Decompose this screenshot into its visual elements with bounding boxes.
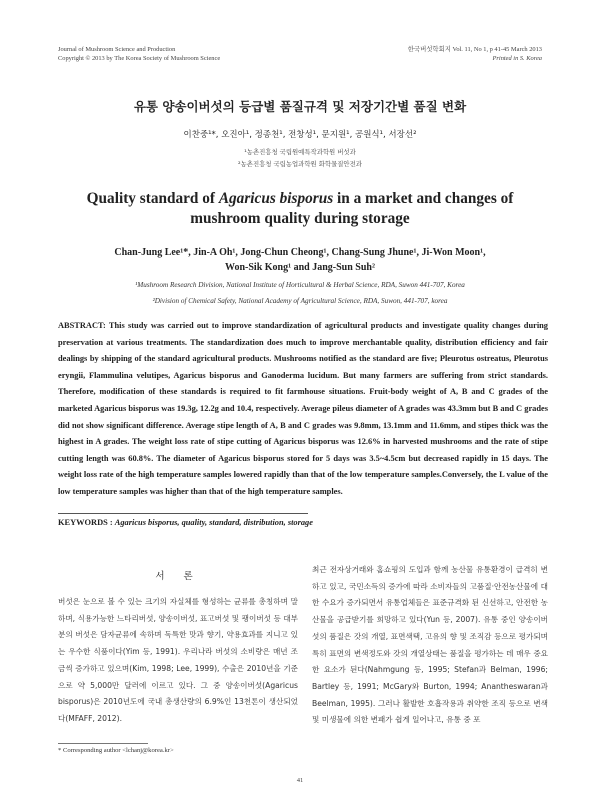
english-authors-line-2: Won-Sik Kong¹ and Jang-Sun Suh² [225, 262, 375, 273]
abstract [58, 318, 548, 501]
section-title-introduction: 서 론 [155, 571, 201, 582]
korean-affiliation-1: ¹농촌진흥청 국립원예특작과학원 버섯과 [244, 148, 356, 156]
footnote-divider [58, 743, 148, 744]
english-affiliation-1: ¹Mushroom Research Division, National Institute of Horticultural & Herbal Science, RDA, Suwon 441-707, Korea [135, 281, 465, 289]
keywords [58, 518, 548, 527]
journal-header-left [58, 45, 220, 63]
page-number: 41 [296, 777, 304, 784]
footnote-corresponding-author: * Corresponding author <lchanj@korea.kr> [58, 747, 174, 754]
korean-affiliation-2: ²농촌진흥청 국립농업과학원 화학물질안전과 [238, 160, 362, 168]
korean-authors: 이찬중¹*, 오진아¹, 정종천¹, 전창성¹, 문지원¹, 공원식¹, 서장선² [183, 130, 417, 140]
printed-location: Printed in S. Korea [492, 55, 542, 62]
english-title-post: in a market and changes of mushroom quality during storage [190, 190, 514, 227]
english-affiliation-2: ²Division of Chemical Safety, National Academy of Agricultural Science, RDA, Suwon, 441-707, korea [152, 297, 448, 305]
journal-citation: 한국버섯학회지 Vol. 11, No 1, p 41-45 March 2013 [407, 46, 542, 53]
abstract-text: This study was carried out to improve standardization of agricultural products and investigate quality changes during preservation at various treatments. The standardization does much to improve merchantable quality, distribution efficiency and fair dealings by shipping of the standard agricultural products. Mushrooms notified as the standard are five; Pleurotus ostreatus, Pleurotus eryngii, Flammulina velutipes, Agaricus bisporus and Ganoderma lucidum. But many farmers are suffering from strict standards. Therefore, modification of these standards is required to fit farmhouse situations. Fruit-body weight of A, B and C grades of the marketed Agaricus bisporus was 19.3g, 12.2g and 10.4, respectively. Average pileus diameter of A grades was 43.3mm but B and C grades did not show significant difference. Average stipe length of A, B and C grades was 9.8mm, 13.1mm and 11.6mm, and stipes thick was the highest in A grades. The weight loss rate of stipe cutting of Agaricus bisporus was 12.6% in harvested mushrooms and the rate of stipe cutting length was 60.8%. The diameter of Agaricus bisporus stored for 5 days was 3.5~4.5cm but decreased rapidly in 15 days. The weight loss rate of the high temperature samples lowered rapidly than that of the low temperature samples.Conversely, the L value of the low temperature samples was higher than that of the high temperature samples. [58, 321, 548, 496]
english-title-pre: Quality standard of [86, 190, 219, 207]
english-title [70, 189, 530, 229]
journal-header-right [408, 45, 542, 63]
keywords-value: Agaricus bisporus, quality, standard, distribution, storage [114, 518, 313, 527]
english-title-species: Agaricus bisporus [218, 190, 334, 207]
keywords-label: KEYWORDS : [58, 518, 113, 527]
abstract-label: ABSTRACT: [58, 321, 106, 330]
english-authors [70, 245, 530, 275]
keywords-divider [58, 513, 308, 514]
journal-copyright: Copyright © 2013 by The Korea Society of Mushroom Science [58, 55, 221, 62]
korean-title: 유통 양송이버섯의 등급별 품질규격 및 저장기간별 품질 변화 [133, 99, 467, 114]
body-column-left: 버섯은 눈으로 볼 수 있는 크기의 자실체를 형성하는 균류를 총칭하며 말하며, 식용가능한 느타리버섯, 양송이버섯, 표고버섯 및 팽이버섯 등 대부분의 버섯은 담자균류에 속하며 독특한 맛과 향기, 약용효과를 지니고 있는 우수한 식품이다(Yim 등, 1991). 우리나라 버섯의 소비량은 매년 조금씩 증가하고 있으며(Kim, 1998; Lee, 1999), 수출은 2010년을 기준으로 약 5,000만 달러에 이르고 있다. 그 중 양송이버섯(Agaricus bisporus)은 2010년도에 국내 총생산량의 6.9%인 13천톤이 생산되었다(MFAFF, 2012). [58, 597, 298, 723]
body-column-right: 최근 전자상거래와 홈쇼핑의 도입과 함께 농산물 유통환경이 급격히 변하고 있고, 국민소득의 증가에 따라 소비자들의 고품질·안전농산물에 대한 수요가 증가되면서 유통업체들은 표준규격화 된 신선하고, 안전한 농산물을 공급받기를 희망하고 있다(Yun 등, 2007). 유통 중인 양송이버섯의 품질은 갓의 개열, 표면색택, 고유의 향 및 조직감 등으로 평가되며 특히 표면의 변색정도와 갓의 개열상태는 품질을 평가하는 데 매우 중요한 요소가 된다(Nahmgung 등, 1995; Stefan과 Belman, 1996; Bartley 등, 1991; McGary와 Burton, 1994; Anantheswaran과 Beelman, 1995). 그러나 활발한 호흡작용과 취약한 조직 등으로 변색 및 미생물에 의한 변패가 쉽게 일어나고, 유통 중 포 [312, 565, 548, 725]
journal-name: Journal of Mushroom Science and Production [58, 46, 176, 53]
english-authors-line-1: Chan-Jung Lee¹*, Jin-A Oh¹, Jong-Chun Cheong¹, Chang-Sung Jhune¹, Ji-Won Moon¹, [114, 247, 486, 258]
